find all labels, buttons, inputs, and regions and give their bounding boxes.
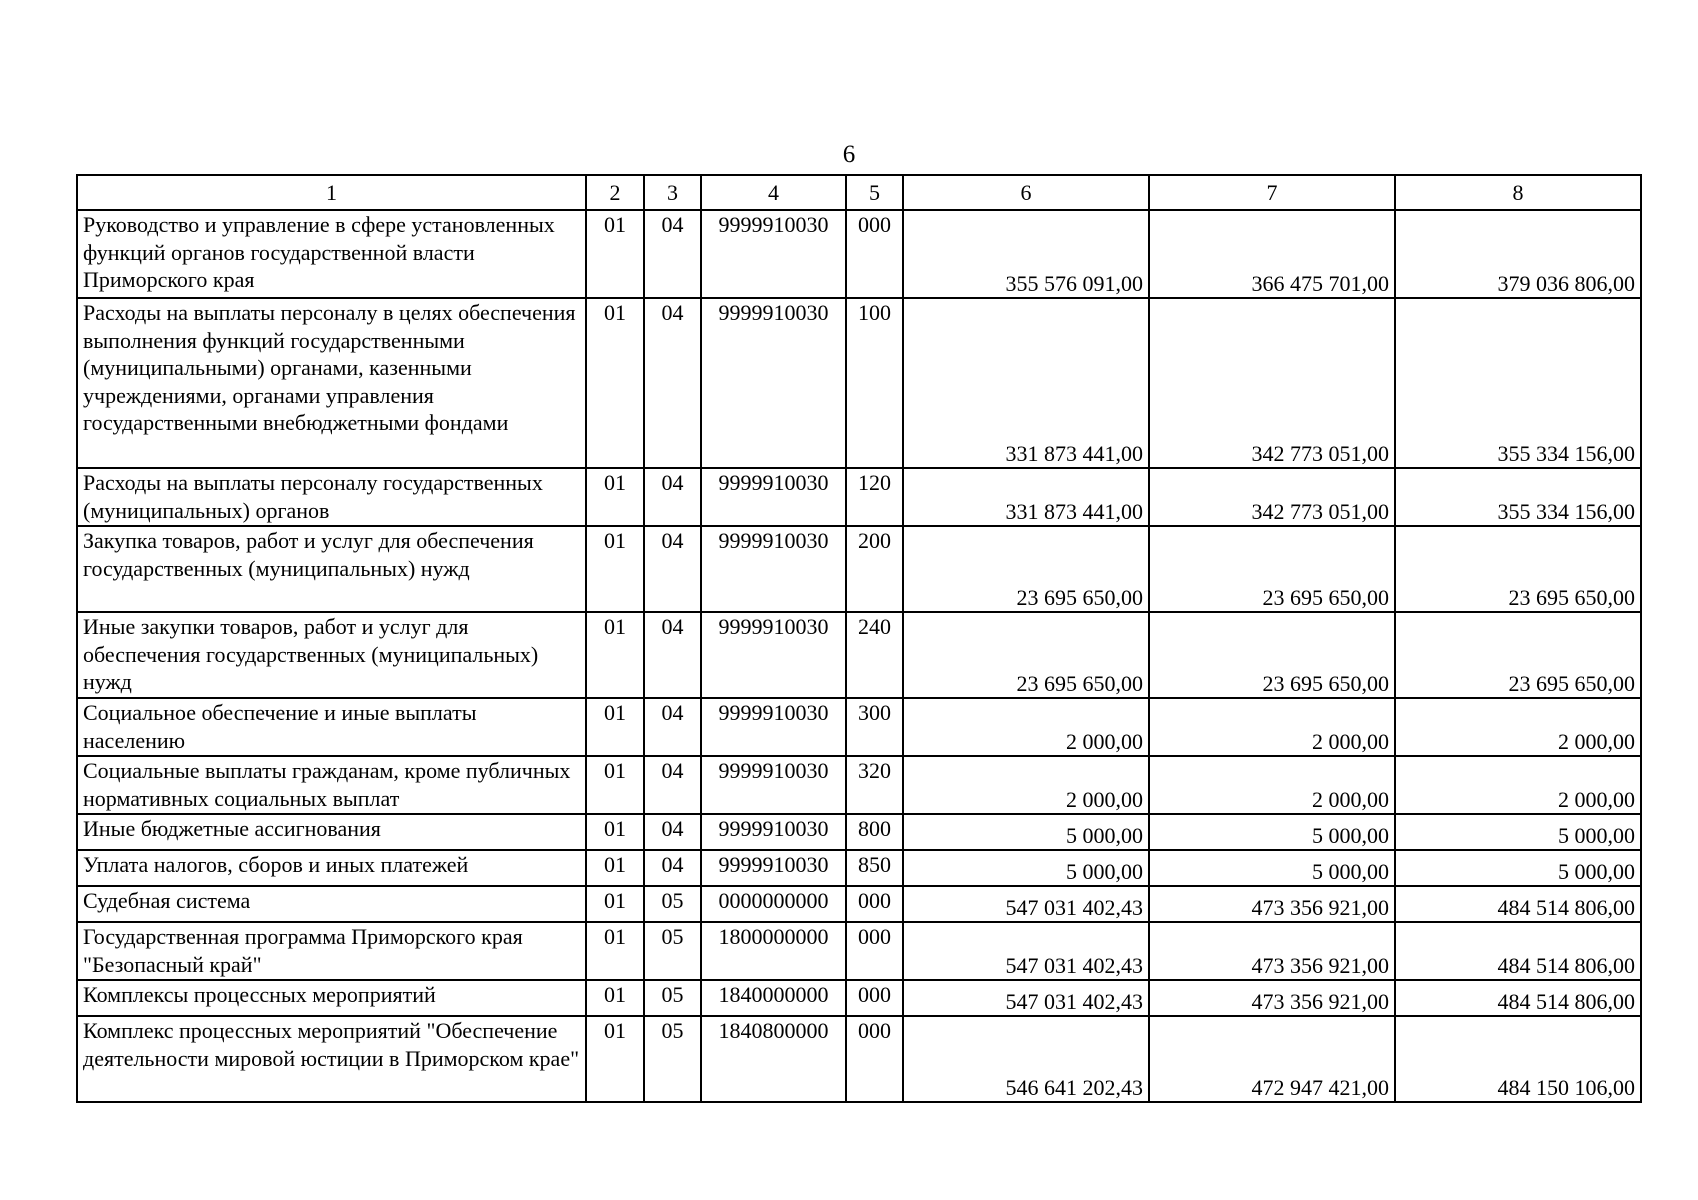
row-name: Социальное обеспечение и иные выплаты населению xyxy=(77,698,586,756)
table-row xyxy=(77,298,1641,468)
amount-col-8: 484 514 806,00 xyxy=(1395,980,1641,1016)
amount-col-6: 547 031 402,43 xyxy=(903,922,1149,980)
amount-col-8: 23 695 650,00 xyxy=(1395,526,1641,612)
section-code: 01 xyxy=(586,886,644,922)
target-article-code: 1840000000 xyxy=(701,980,846,1016)
row-name: Уплата налогов, сборов и иных платежей xyxy=(77,850,586,886)
amount-col-6: 2 000,00 xyxy=(903,698,1149,756)
target-article-code: 9999910030 xyxy=(701,756,846,814)
expense-type-code: 000 xyxy=(846,980,903,1016)
amount-col-8: 355 334 156,00 xyxy=(1395,298,1641,468)
column-header: 7 xyxy=(1149,175,1395,210)
row-name: Государственная программа Приморского края "Безопасный край" xyxy=(77,922,586,980)
subsection-code: 04 xyxy=(644,814,701,850)
row-name: Руководство и управление в сфере установленных функций органов государственной власти Приморского края xyxy=(77,210,586,298)
amount-col-6: 5 000,00 xyxy=(903,850,1149,886)
expense-type-code: 000 xyxy=(846,922,903,980)
amount-col-8: 484 514 806,00 xyxy=(1395,886,1641,922)
amount-col-7: 473 356 921,00 xyxy=(1149,980,1395,1016)
table-row xyxy=(77,886,1641,922)
amount-col-6: 23 695 650,00 xyxy=(903,526,1149,612)
subsection-code: 04 xyxy=(644,526,701,612)
amount-col-7: 23 695 650,00 xyxy=(1149,526,1395,612)
column-header: 5 xyxy=(846,175,903,210)
subsection-code: 04 xyxy=(644,698,701,756)
table-row xyxy=(77,980,1641,1016)
amount-col-6: 2 000,00 xyxy=(903,756,1149,814)
target-article-code: 9999910030 xyxy=(701,468,846,526)
expense-type-code: 120 xyxy=(846,468,903,526)
expense-type-code: 200 xyxy=(846,526,903,612)
section-code: 01 xyxy=(586,756,644,814)
amount-col-8: 484 150 106,00 xyxy=(1395,1016,1641,1102)
subsection-code: 04 xyxy=(644,850,701,886)
subsection-code: 05 xyxy=(644,1016,701,1102)
amount-col-8: 2 000,00 xyxy=(1395,756,1641,814)
budget-table xyxy=(76,174,1642,1103)
section-code: 01 xyxy=(586,1016,644,1102)
target-article-code: 9999910030 xyxy=(701,850,846,886)
target-article-code: 9999910030 xyxy=(701,698,846,756)
section-code: 01 xyxy=(586,298,644,468)
section-code: 01 xyxy=(586,698,644,756)
amount-col-7: 5 000,00 xyxy=(1149,814,1395,850)
amount-col-7: 472 947 421,00 xyxy=(1149,1016,1395,1102)
subsection-code: 05 xyxy=(644,980,701,1016)
expense-type-code: 100 xyxy=(846,298,903,468)
column-header: 4 xyxy=(701,175,846,210)
subsection-code: 04 xyxy=(644,210,701,298)
target-article-code: 9999910030 xyxy=(701,814,846,850)
target-article-code: 1840800000 xyxy=(701,1016,846,1102)
target-article-code: 1800000000 xyxy=(701,922,846,980)
subsection-code: 04 xyxy=(644,612,701,698)
amount-col-7: 366 475 701,00 xyxy=(1149,210,1395,298)
section-code: 01 xyxy=(586,612,644,698)
subsection-code: 05 xyxy=(644,922,701,980)
amount-col-7: 473 356 921,00 xyxy=(1149,886,1395,922)
section-code: 01 xyxy=(586,850,644,886)
expense-type-code: 000 xyxy=(846,210,903,298)
column-header: 8 xyxy=(1395,175,1641,210)
table-row xyxy=(77,698,1641,756)
table-row xyxy=(77,1016,1641,1102)
column-header: 2 xyxy=(586,175,644,210)
subsection-code: 04 xyxy=(644,756,701,814)
expense-type-code: 300 xyxy=(846,698,903,756)
table-row xyxy=(77,612,1641,698)
section-code: 01 xyxy=(586,814,644,850)
subsection-code: 04 xyxy=(644,298,701,468)
table-row xyxy=(77,922,1641,980)
amount-col-8: 2 000,00 xyxy=(1395,698,1641,756)
row-name: Судебная система xyxy=(77,886,586,922)
amount-col-7: 2 000,00 xyxy=(1149,756,1395,814)
table-row xyxy=(77,814,1641,850)
section-code: 01 xyxy=(586,922,644,980)
row-name: Комплексы процессных мероприятий xyxy=(77,980,586,1016)
amount-col-8: 484 514 806,00 xyxy=(1395,922,1641,980)
subsection-code: 05 xyxy=(644,886,701,922)
amount-col-6: 331 873 441,00 xyxy=(903,298,1149,468)
amount-col-6: 23 695 650,00 xyxy=(903,612,1149,698)
section-code: 01 xyxy=(586,210,644,298)
row-name: Социальные выплаты гражданам, кроме публичных нормативных социальных выплат xyxy=(77,756,586,814)
row-name: Закупка товаров, работ и услуг для обеспечения государственных (муниципальных) нужд xyxy=(77,526,586,612)
table-row xyxy=(77,756,1641,814)
amount-col-8: 5 000,00 xyxy=(1395,850,1641,886)
expense-type-code: 850 xyxy=(846,850,903,886)
amount-col-7: 342 773 051,00 xyxy=(1149,468,1395,526)
expense-type-code: 000 xyxy=(846,1016,903,1102)
table-row xyxy=(77,468,1641,526)
table-header-row xyxy=(77,175,1641,210)
expense-type-code: 800 xyxy=(846,814,903,850)
target-article-code: 9999910030 xyxy=(701,298,846,468)
table-row xyxy=(77,526,1641,612)
page-number: 6 xyxy=(842,141,856,168)
expense-type-code: 000 xyxy=(846,886,903,922)
section-code: 01 xyxy=(586,526,644,612)
amount-col-8: 355 334 156,00 xyxy=(1395,468,1641,526)
amount-col-6: 547 031 402,43 xyxy=(903,980,1149,1016)
column-header: 3 xyxy=(644,175,701,210)
row-name: Расходы на выплаты персоналу в целях обеспечения выполнения функций государственными (муниципальными) органами, казенными учреждениями, органами управления государственными внебюджетными фондами xyxy=(77,298,586,468)
amount-col-6: 331 873 441,00 xyxy=(903,468,1149,526)
row-name: Иные закупки товаров, работ и услуг для обеспечения государственных (муниципальных) нужд xyxy=(77,612,586,698)
expense-type-code: 320 xyxy=(846,756,903,814)
amount-col-6: 547 031 402,43 xyxy=(903,886,1149,922)
amount-col-7: 23 695 650,00 xyxy=(1149,612,1395,698)
subsection-code: 04 xyxy=(644,468,701,526)
amount-col-7: 2 000,00 xyxy=(1149,698,1395,756)
target-article-code: 9999910030 xyxy=(701,612,846,698)
amount-col-8: 23 695 650,00 xyxy=(1395,612,1641,698)
amount-col-6: 5 000,00 xyxy=(903,814,1149,850)
column-header: 6 xyxy=(903,175,1149,210)
amount-col-8: 5 000,00 xyxy=(1395,814,1641,850)
amount-col-7: 342 773 051,00 xyxy=(1149,298,1395,468)
table-row xyxy=(77,850,1641,886)
expense-type-code: 240 xyxy=(846,612,903,698)
section-code: 01 xyxy=(586,468,644,526)
target-article-code: 9999910030 xyxy=(701,526,846,612)
amount-col-7: 473 356 921,00 xyxy=(1149,922,1395,980)
amount-col-8: 379 036 806,00 xyxy=(1395,210,1641,298)
target-article-code: 0000000000 xyxy=(701,886,846,922)
amount-col-6: 355 576 091,00 xyxy=(903,210,1149,298)
section-code: 01 xyxy=(586,980,644,1016)
table-row xyxy=(77,210,1641,298)
amount-col-6: 546 641 202,43 xyxy=(903,1016,1149,1102)
row-name: Комплекс процессных мероприятий "Обеспечение деятельности мировой юстиции в Приморском крае" xyxy=(77,1016,586,1102)
amount-col-7: 5 000,00 xyxy=(1149,850,1395,886)
row-name: Иные бюджетные ассигнования xyxy=(77,814,586,850)
column-header: 1 xyxy=(77,175,586,210)
target-article-code: 9999910030 xyxy=(701,210,846,298)
row-name: Расходы на выплаты персоналу государственных (муниципальных) органов xyxy=(77,468,586,526)
